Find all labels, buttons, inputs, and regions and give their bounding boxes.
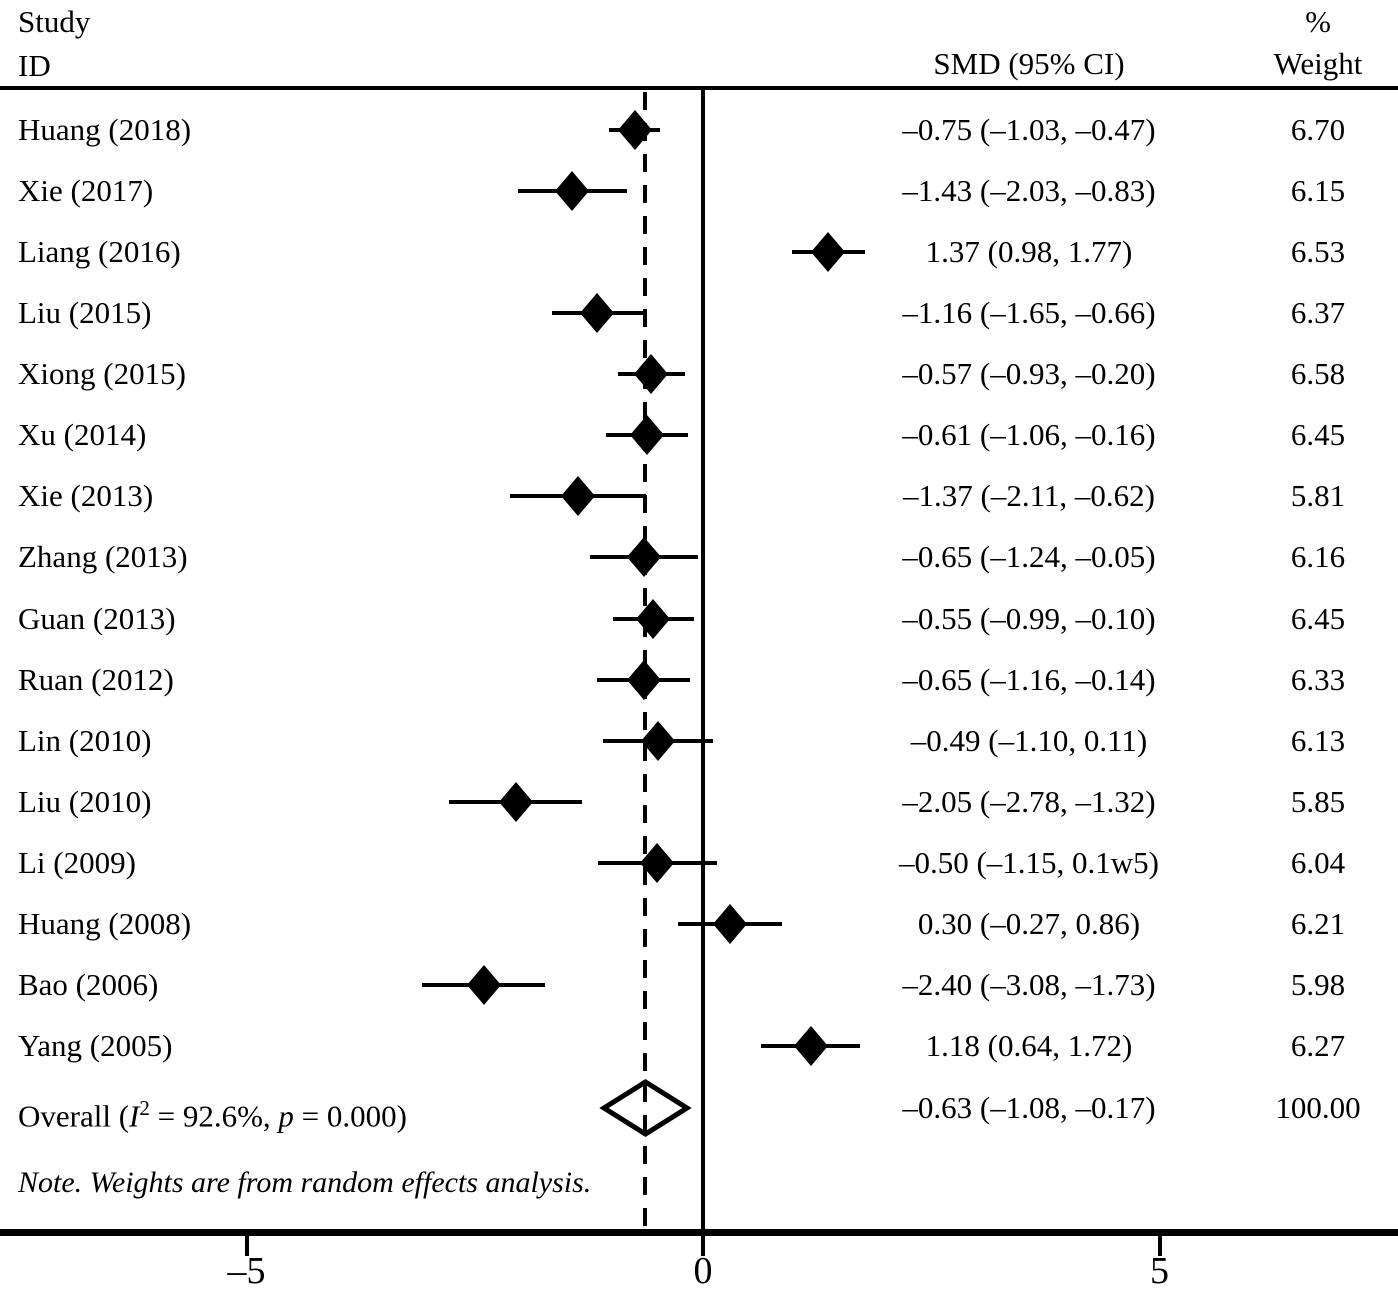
weight-value: 6.33 (1290, 661, 1346, 697)
diamond-marker (499, 782, 533, 822)
x-tick-label: –5 (227, 1250, 266, 1292)
column-header-study-line1: Study (18, 4, 91, 39)
x-tick-label: 5 (1150, 1250, 1169, 1292)
smd-value: –0.50 (–1.15, 0.1w5) (898, 844, 1160, 880)
diamond-marker (794, 1026, 828, 1066)
weight-value: 6.15 (1290, 173, 1346, 209)
diamond-marker (618, 110, 652, 150)
weight-value: 6.27 (1290, 1028, 1346, 1064)
weight-value: 6.70 (1290, 112, 1346, 147)
smd-value: –1.37 (–2.11, –0.62) (903, 478, 1155, 514)
smd-value: –0.65 (–1.16, –0.14) (902, 661, 1156, 697)
study-label: Liu (2010) (18, 783, 152, 819)
overall-label: Overall ($I^2 = 92.6\%$, p = 0.000) (18, 1096, 407, 1134)
column-header-weight-percent: % (1305, 4, 1331, 39)
weight-value: 6.45 (1290, 600, 1346, 636)
weight-value: 6.37 (1290, 295, 1346, 331)
diamond-marker (555, 171, 589, 211)
weight-value: 6.04 (1290, 844, 1346, 880)
overall-diamond (599, 1077, 692, 1139)
diamond-marker (634, 354, 668, 394)
study-label: Zhang (2013) (18, 539, 188, 575)
study-label: Bao (2006) (18, 966, 159, 1002)
weight-value: 6.53 (1290, 234, 1346, 270)
weight-value: 5.98 (1290, 966, 1346, 1002)
study-label: Ruan (2012) (18, 661, 174, 697)
smd-value: –0.55 (–0.99, –0.10) (902, 600, 1156, 636)
diamond-marker (467, 965, 501, 1005)
smd-value: 1.37 (0.98, 1.77) (925, 234, 1133, 270)
overall-weight-value: 100.00 (1275, 1090, 1361, 1125)
smd-value: –0.65 (–1.24, –0.05) (902, 539, 1156, 575)
column-header-study-line2: ID (18, 48, 51, 83)
study-label: Xie (2013) (18, 478, 154, 514)
study-label: Huang (2008) (18, 905, 192, 941)
smd-value: –2.05 (–2.78, –1.32) (902, 783, 1156, 819)
study-label: Yang (2005) (18, 1028, 173, 1064)
smd-value: –1.16 (–1.65, –0.66) (902, 295, 1156, 331)
study-label: Xiong (2015) (18, 356, 186, 392)
weight-value: 6.45 (1290, 417, 1346, 453)
smd-value: –0.49 (–1.10, 0.11) (910, 722, 1148, 758)
note-text: Note. Weights are from random effects analysis. (18, 1166, 592, 1199)
weight-value: 5.85 (1290, 783, 1346, 819)
study-label: Lin (2010) (18, 722, 152, 758)
study-label: Xie (2017) (18, 173, 154, 209)
diamond-marker (627, 537, 661, 577)
smd-value: 1.18 (0.64, 1.72) (925, 1028, 1133, 1064)
study-label: Liu (2015) (18, 295, 152, 331)
diamond-marker (713, 904, 747, 944)
diamond-marker (640, 843, 674, 883)
diamond-marker (630, 415, 664, 455)
smd-value: –2.40 (–3.08, –1.73) (902, 966, 1156, 1002)
diamond-marker (580, 293, 614, 333)
study-label: Guan (2013) (18, 600, 176, 636)
diamond-marker (641, 721, 675, 761)
study-label: Xu (2014) (18, 417, 147, 453)
smd-value: –1.43 (–2.03, –0.83) (902, 173, 1156, 209)
study-label: Li (2009) (18, 844, 136, 880)
overall-smd-value: –0.63 (–1.08, –0.17) (902, 1090, 1156, 1125)
diamond-marker (627, 660, 661, 700)
study-label: Huang (2018) (18, 112, 192, 147)
study-label: Liang (2016) (18, 234, 181, 270)
x-tick-label: 0 (693, 1250, 713, 1292)
diamond-marker (636, 599, 670, 639)
weight-value: 6.16 (1290, 539, 1346, 575)
weight-value: 5.81 (1290, 478, 1346, 514)
smd-value: –0.61 (–1.06, –0.16) (902, 417, 1156, 453)
weight-value: 6.58 (1290, 356, 1346, 392)
column-header-smd: SMD (95% CI) (933, 46, 1125, 81)
weight-value: 6.13 (1290, 722, 1346, 758)
smd-value: –0.75 (–1.03, –0.47) (902, 112, 1156, 147)
smd-value: 0.30 (–0.27, 0.86) (917, 905, 1141, 941)
weight-value: 6.21 (1290, 905, 1346, 941)
diamond-marker (561, 476, 595, 516)
smd-value: –0.57 (–0.93, –0.20) (902, 356, 1156, 392)
column-header-weight: Weight (1273, 46, 1363, 81)
